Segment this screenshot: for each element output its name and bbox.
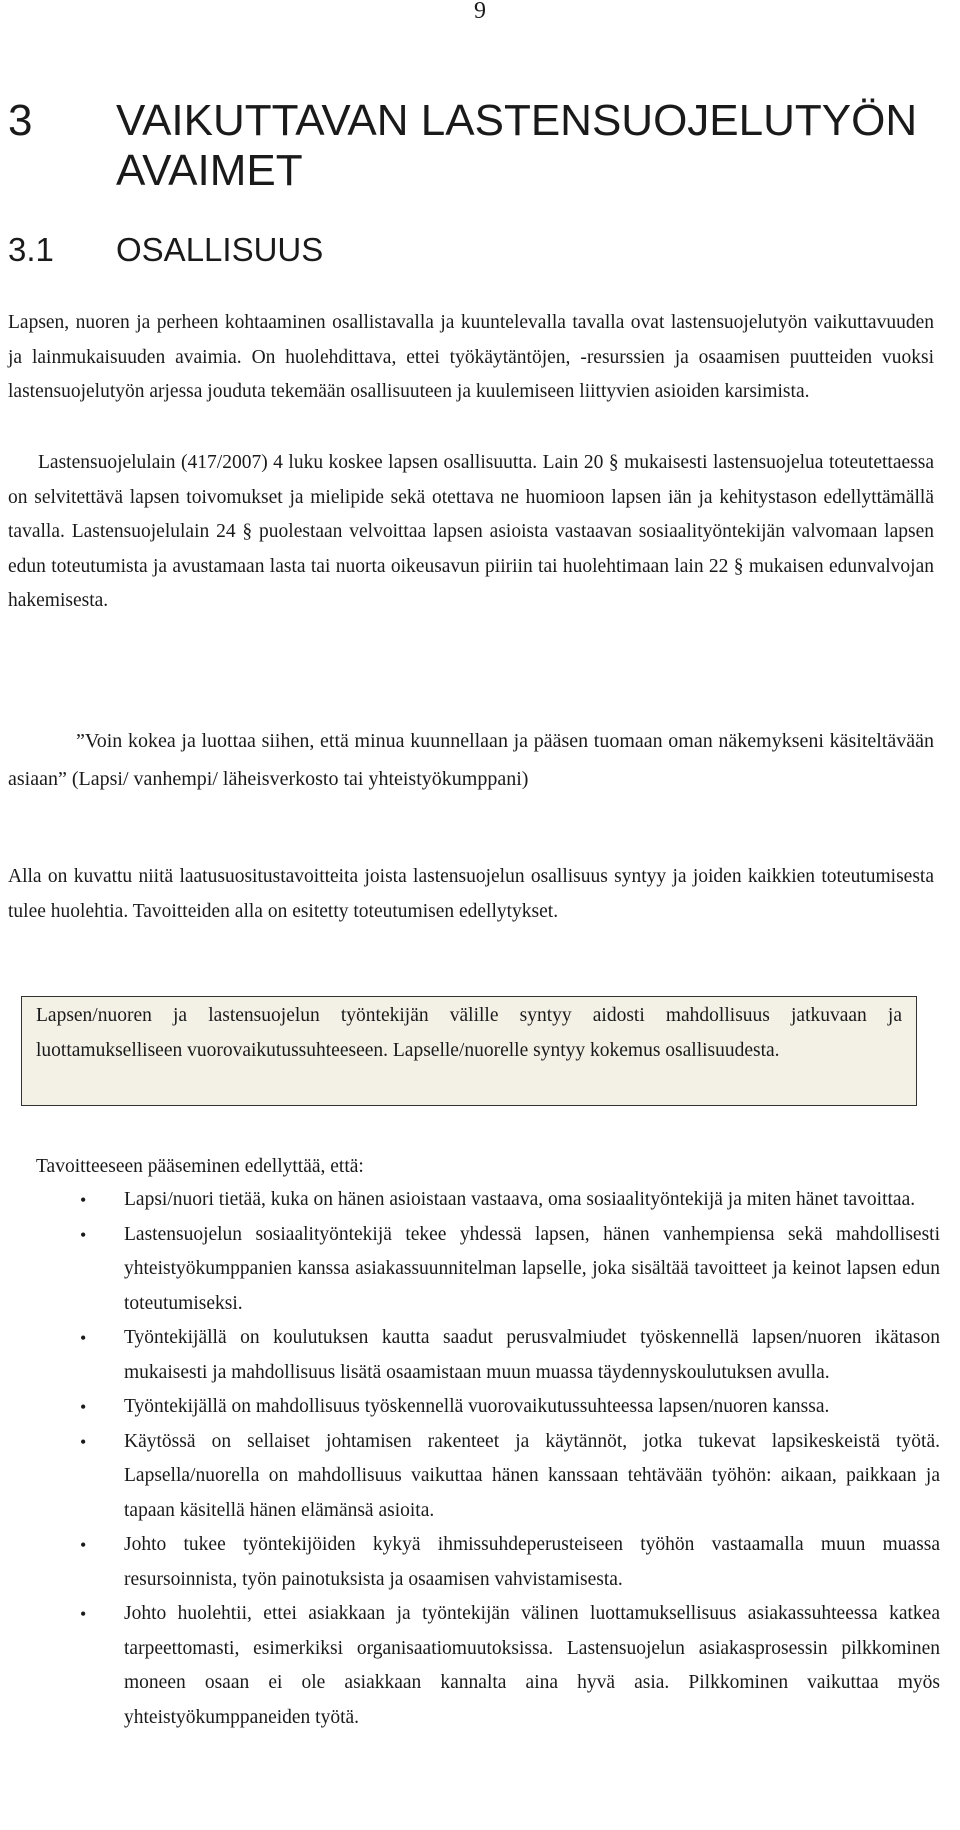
- requirements-list: [0, 1183, 940, 1735]
- chapter-title: VAIKUTTAVAN LASTENSUOJELUTYÖN AVAIMET: [116, 96, 918, 195]
- bullet-icon: •: [80, 1535, 87, 1555]
- list-item-text: Käytössä on sellaiset johtamisen rakenteet ja käytännöt, jotka tukevat lapsikeskeistä työtä. Lapsella/nuorella on mahdollisuus vaikuttaa hänen kanssaan tehtävään työhön: aikaan, paikkaan ja tapaan käsitellä hänen elämänsä asioita.: [124, 1430, 940, 1521]
- goal-box: [21, 996, 917, 1106]
- section-number: 3.1: [8, 231, 54, 268]
- list-item-text: Johto huolehtii, ettei asiakkaan ja työntekijän välinen luottamuksellisuus asiakassuhteessa katkea tarpeettomasti, esimerkiksi organisaatiomuutoksissa. Lastensuojelun asiakasprosessin pilkkominen moneen osaan ei ole asiakkaan kannalta aina hyvä asia. Pilkkominen vaikuttaa myös yhteistyökumppaneiden työtä.: [124, 1603, 940, 1728]
- list-item: [0, 1183, 940, 1218]
- list-item-text: Työntekijällä on mahdollisuus työskennellä vuorovaikutussuhteessa lapsen/nuoren kanssa.: [124, 1396, 830, 1417]
- quote-paragraph: ”Voin kokea ja luottaa siihen, että minua kuunnellaan ja pääsen tuomaan oman näkemykseni käsiteltävään asiaan” (Lapsi/ vanhempi/ läheisverkosto tai yhteistyökumppani): [8, 730, 934, 790]
- section-heading: [8, 230, 948, 270]
- goal-box-text: Lapsen/nuoren ja lastensuojelun työntekijän välille syntyy aidosti mahdollisuus jatkuvaan ja luottamukselliseen vuorovaikutussuhteeseen. Lapselle/nuorelle syntyy kokemus osallisuudesta.: [36, 1005, 902, 1061]
- list-item: [0, 1425, 940, 1529]
- list-item-text: Työntekijällä on koulutuksen kautta saadut perusvalmiudet työskennellä lapsen/nuoren ikätason mukaisesti ja mahdollisuus lisätä osaamistaan muun muassa täydennyskoulutuksen avulla.: [124, 1327, 940, 1383]
- requirements-intro: Tavoitteeseen pääseminen edellyttää, että:: [36, 1156, 364, 1177]
- bullet-icon: •: [80, 1431, 87, 1452]
- intro-paragraph: Lapsen, nuoren ja perheen kohtaaminen osallistavalla ja kuuntelevalla tavalla ovat lastensuojelutyön vaikuttavuuden ja lainmukaisuuden avaimia. On huolehdittava, ettei työkäytäntöjen, -resurssien ja osaamisen puutteiden vuoksi lastensuojelutyön arjessa jouduta tekemään osallisuuteen ja kuulemiseen liittyvien asioiden karsimista.: [8, 312, 934, 402]
- chapter-number: 3: [8, 96, 33, 145]
- bullet-icon: •: [80, 1190, 87, 1210]
- list-item: [0, 1390, 940, 1425]
- goals-intro-paragraph: Alla on kuvattu niitä laatusuositustavoitteita joista lastensuojelun osallisuus syntyy ja joiden kaikkien toteutumisesta tulee huolehtia. Tavoitteiden alla on esitetty toteutumisen edellytykset.: [8, 866, 934, 922]
- list-item: [0, 1597, 940, 1735]
- bullet-icon: •: [80, 1397, 87, 1417]
- section-title: OSALLISUUS: [116, 231, 324, 268]
- list-item-text: Johto tukee työntekijöiden kykyä ihmissuhdeperusteiseen työhön vastaamalla muun muassa resursoinnista, työn painotuksista ja osaamisen vahvistamisesta.: [124, 1534, 940, 1590]
- bullet-icon: •: [80, 1604, 87, 1624]
- bullet-icon: •: [80, 1224, 87, 1245]
- list-item: [0, 1528, 940, 1597]
- list-item: [0, 1218, 940, 1322]
- list-item-text: Lastensuojelun sosiaalityöntekijä tekee yhdessä lapsen, hänen vanhempiensa sekä mahdollisesti yhteistyökumppanien kanssa asiakassuunnitelman lapselle, joka sisältää tavoitteet ja keinot lapsen edun toteutumiseksi.: [124, 1223, 940, 1314]
- bullet-icon: •: [80, 1328, 87, 1348]
- list-item: [0, 1321, 940, 1390]
- list-item-text: Lapsi/nuori tietää, kuka on hänen asioistaan vastaava, oma sosiaalityöntekijä ja miten hänet tavoittaa.: [124, 1189, 916, 1210]
- page-number: 9: [474, 0, 486, 24]
- chapter-heading: [8, 96, 948, 196]
- law-paragraph: Lastensuojelulain (417/2007) 4 luku koskee lapsen osallisuutta. Lain 20 § mukaisesti lastensuojelua toteutettaessa on selvitettävä lapsen toivomukset ja mielipide sekä otettava ne huomioon lapsen iän ja kehitystason edellyttämällä tavalla. Lastensuojelulain 24 § puolestaan velvoittaa lapsen asioista vastaavan sosiaalityöntekijän valvomaan lapsen edun toteutumista ja avustamaan lasta tai nuorta oikeusavun piiriin tai huolehtimaan lain 22 § mukaisen edunvalvojan hakemisesta.: [8, 452, 934, 611]
